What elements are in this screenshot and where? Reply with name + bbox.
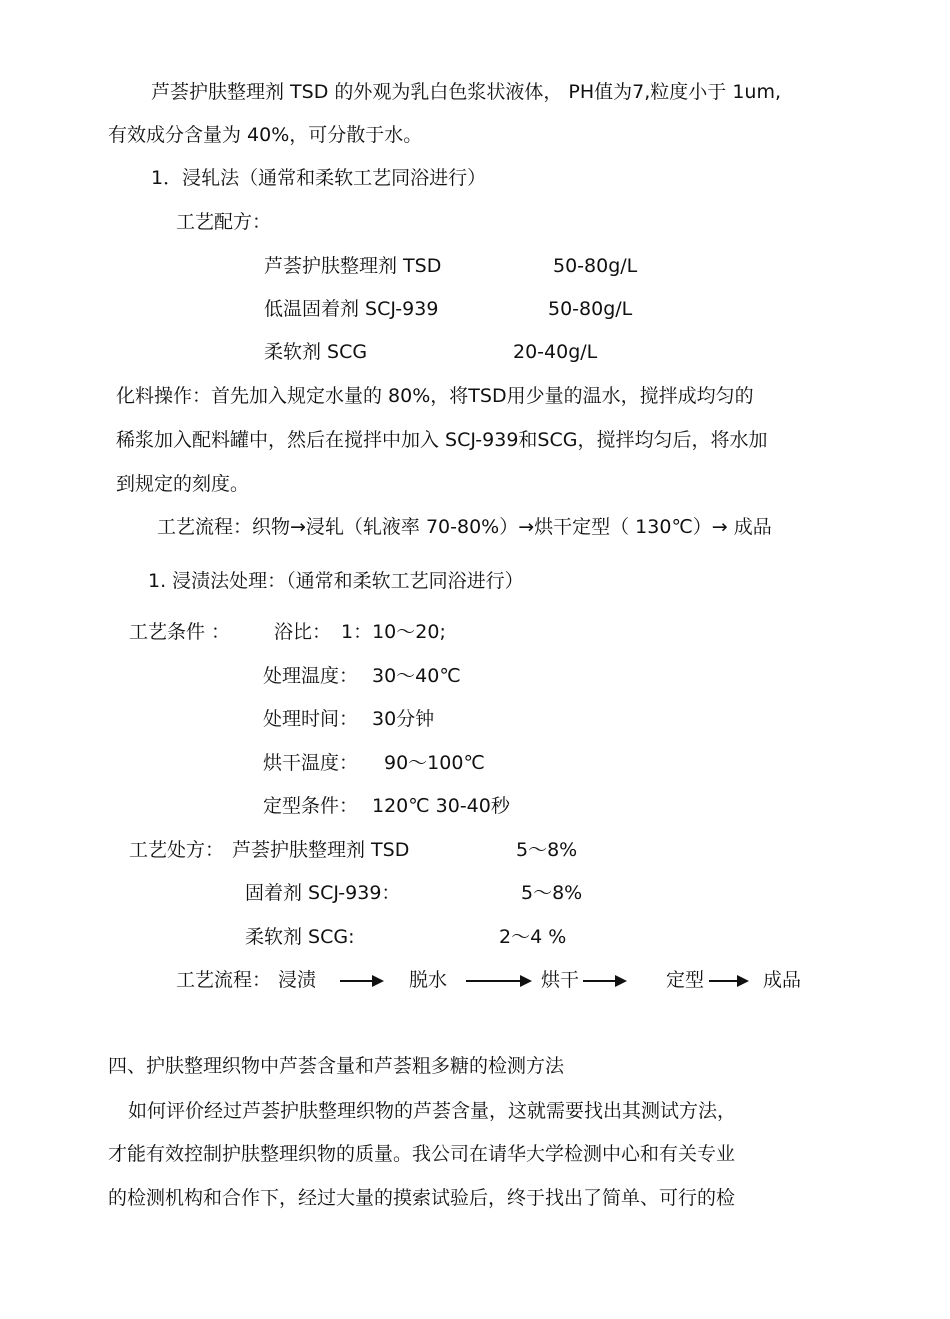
conditions-label: 工艺条件 ： — [129, 621, 231, 643]
condition-label: 烘干温度： — [263, 752, 359, 774]
operation-line: 稀浆加入配料罐中，然后在搅拌中加入 SCJ-939和SCG，搅拌均匀后，将水加 — [116, 429, 768, 451]
condition-label: 浴比： — [274, 621, 332, 643]
condition-value: 1：10～20; — [341, 621, 446, 643]
flow-arrow-icon — [340, 980, 382, 982]
section4-paragraph-line: 才能有效控制护肤整理织物的质量。我公司在请华大学检测中心和有关专业 — [108, 1143, 736, 1165]
condition-value: 90～100℃ — [384, 752, 485, 774]
intro-line-1: 芦荟护肤整理剂 TSD 的外观为乳白色浆状液体， PH值为7,粒度小于 1um, — [151, 81, 782, 103]
condition-label: 处理温度： — [263, 665, 359, 687]
flow-arrow-icon — [466, 980, 530, 982]
padding-recipe-amount: 20-40g/L — [513, 341, 598, 363]
section4-paragraph-line: 如何评价经过芦荟护肤整理织物的芦荟含量，这就需要找出其测试方法， — [128, 1100, 737, 1122]
condition-label: 定型条件： — [263, 795, 359, 817]
exhaust-method-heading: 1. 浸渍法处理：（通常和柔软工艺同浴进行） — [148, 570, 524, 592]
exhaust-recipe-name: 柔软剂 SCG: — [245, 926, 355, 948]
padding-flow: 工艺流程：织物→浸轧（轧液率 70-80%）→烘干定型（ 130℃）→ 成品 — [157, 516, 772, 538]
flow-step: 烘干 — [541, 969, 580, 991]
exhaust-recipe-name: 固着剂 SCJ-939： — [245, 882, 401, 904]
condition-label: 处理时间： — [263, 708, 359, 730]
exhaust-recipe-amount: 5～8% — [516, 839, 578, 861]
padding-recipe-label: 工艺配方： — [176, 211, 272, 233]
section4-heading: 四、护肤整理织物中芦荟含量和芦荟粗多糖的检测方法 — [108, 1055, 565, 1077]
exhaust-recipe-amount: 5～8% — [521, 882, 583, 904]
padding-recipe-amount: 50-80g/L — [548, 298, 633, 320]
exhaust-recipe-name: 芦荟护肤整理剂 TSD — [232, 839, 410, 861]
flow-step: 成品 — [763, 969, 802, 991]
flow-step: 脱水 — [409, 969, 448, 991]
intro-line-2: 有效成分含量为 40%，可分散于水。 — [108, 124, 423, 146]
flow-step: 浸渍 — [278, 969, 317, 991]
operation-line: 化料操作：首先加入规定水量的 80%，将TSD用少量的温水，搅拌成均匀的 — [116, 385, 754, 407]
padding-recipe-name: 柔软剂 SCG — [264, 341, 368, 363]
section4-paragraph-line: 的检测机构和合作下，经过大量的摸索试验后，终于找出了简单、可行的检 — [108, 1187, 736, 1209]
operation-line: 到规定的刻度。 — [116, 473, 250, 495]
exhaust-recipe-label: 工艺处方： — [129, 839, 225, 861]
padding-recipe-name: 低温固着剂 SCJ-939 — [264, 298, 439, 320]
padding-method-heading: 1．浸轧法（通常和柔软工艺同浴进行） — [151, 167, 487, 189]
condition-value: 120℃ 30-40秒 — [372, 795, 510, 817]
padding-recipe-amount: 50-80g/L — [553, 255, 638, 277]
padding-recipe-name: 芦荟护肤整理剂 TSD — [264, 255, 442, 277]
condition-value: 30分钟 — [372, 708, 435, 730]
exhaust-flow-label: 工艺流程： — [176, 969, 272, 991]
flow-arrow-icon — [583, 980, 625, 982]
exhaust-recipe-amount: 2～4 % — [499, 926, 567, 948]
flow-arrow-icon — [709, 980, 747, 982]
flow-step: 定型 — [666, 969, 705, 991]
condition-value: 30～40℃ — [372, 665, 461, 687]
